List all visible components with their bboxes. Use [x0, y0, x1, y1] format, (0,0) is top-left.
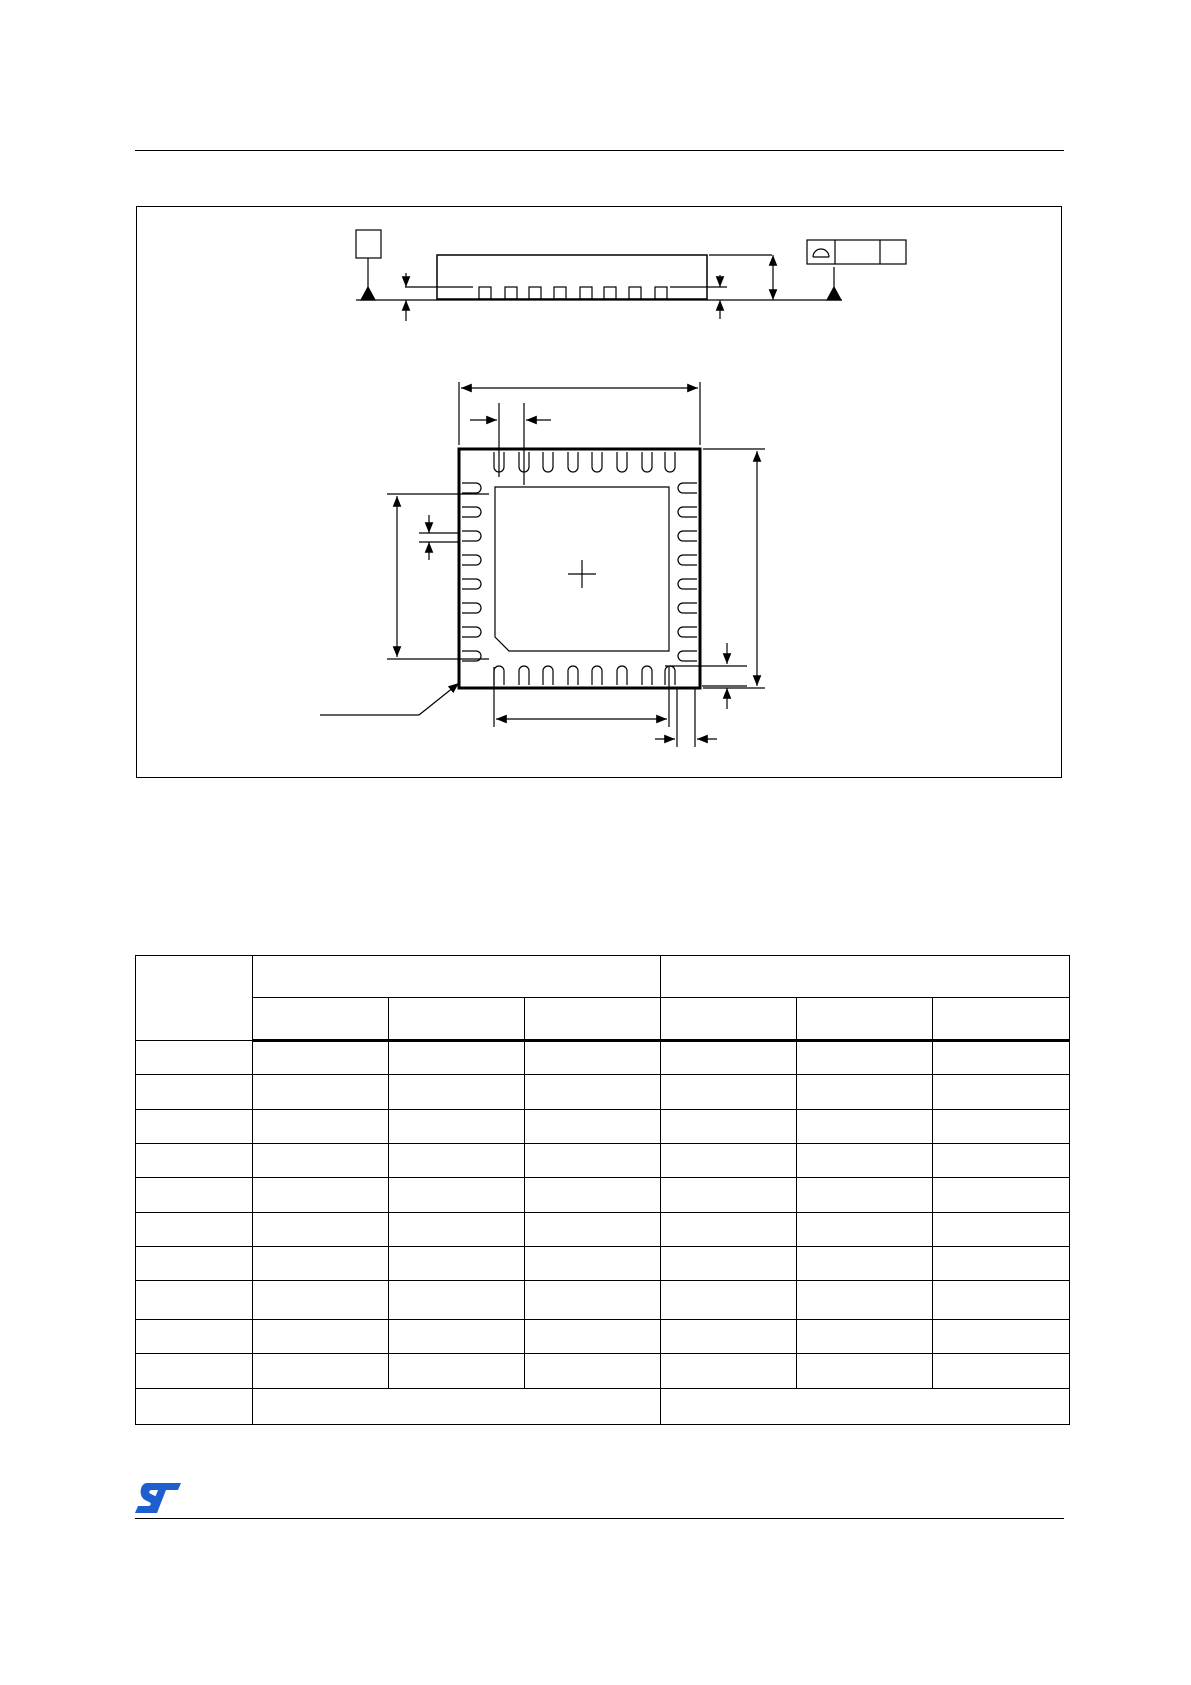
table-cell [253, 1354, 389, 1388]
table-row [136, 1281, 1070, 1319]
table-cell [136, 1247, 253, 1281]
table-cell [933, 1354, 1070, 1388]
table-cell [933, 1319, 1070, 1353]
table-cell [525, 1319, 661, 1353]
table-cell [525, 1212, 661, 1246]
table-cell [661, 1143, 797, 1177]
profile-of-surface-icon [813, 249, 829, 257]
header-group-2 [661, 956, 1070, 998]
top-view [320, 382, 765, 747]
table-cell [797, 1143, 933, 1177]
header-dim-cell [136, 956, 253, 1041]
table-cell [661, 1178, 797, 1212]
subheader-cell [389, 998, 525, 1040]
table-cell [797, 1040, 933, 1074]
table-cell [389, 1040, 525, 1074]
side-leads [479, 287, 667, 299]
table-cell [525, 1040, 661, 1074]
table-cell [661, 1212, 797, 1246]
table-cell [661, 1075, 797, 1109]
table-cell [136, 1388, 253, 1424]
table-cell [136, 1075, 253, 1109]
table-cell [253, 1281, 389, 1319]
table-merged-cell [253, 1388, 661, 1424]
table-cell [797, 1075, 933, 1109]
datum-box [356, 230, 381, 258]
table-cell [933, 1178, 1070, 1212]
table-cell [389, 1143, 525, 1177]
table-subheader-row [136, 998, 1070, 1040]
table-cell [389, 1109, 525, 1143]
table-cell [525, 1143, 661, 1177]
table-cell [253, 1109, 389, 1143]
table-cell [661, 1109, 797, 1143]
table-cell [389, 1178, 525, 1212]
table-cell [933, 1143, 1070, 1177]
datum-triangle-right-icon [827, 287, 841, 300]
table-cell [389, 1319, 525, 1353]
table-cell [136, 1281, 253, 1319]
package-drawing [137, 207, 1063, 779]
subheader-cell [661, 998, 797, 1040]
table-row [136, 1354, 1070, 1388]
bottom-pins [494, 666, 675, 685]
table-cell [253, 1319, 389, 1353]
table-cell [525, 1178, 661, 1212]
table-merged-cell [661, 1388, 1070, 1424]
mechanical-data-table [135, 955, 1070, 1425]
table-cell [661, 1281, 797, 1319]
table-row [136, 1075, 1070, 1109]
subheader-cell [797, 998, 933, 1040]
table-cell [525, 1247, 661, 1281]
table-cell [253, 1178, 389, 1212]
top-pins [494, 452, 675, 472]
table-row [136, 1178, 1070, 1212]
table-row-last [136, 1388, 1070, 1424]
table-cell [253, 1040, 389, 1074]
table-cell [661, 1319, 797, 1353]
table-cell [661, 1040, 797, 1074]
table-cell [661, 1247, 797, 1281]
left-pins [462, 483, 481, 661]
table-cell [389, 1212, 525, 1246]
right-pins [678, 483, 697, 661]
table-cell [136, 1354, 253, 1388]
table-cell [525, 1075, 661, 1109]
header-rule [135, 150, 1064, 151]
table-header-row [136, 956, 1070, 998]
table-cell [136, 1212, 253, 1246]
table-cell [933, 1281, 1070, 1319]
footer-rule [135, 1518, 1064, 1519]
table-cell [933, 1247, 1070, 1281]
table-cell [797, 1109, 933, 1143]
table-cell [933, 1212, 1070, 1246]
table-cell [661, 1354, 797, 1388]
table-cell [136, 1109, 253, 1143]
table-cell [933, 1109, 1070, 1143]
table-cell [797, 1247, 933, 1281]
table-cell [389, 1247, 525, 1281]
table-cell [136, 1178, 253, 1212]
datum-triangle-icon [361, 287, 375, 300]
table-cell [136, 1319, 253, 1353]
table-cell [253, 1075, 389, 1109]
table-cell [933, 1040, 1070, 1074]
table-row [136, 1247, 1070, 1281]
table-cell [525, 1281, 661, 1319]
table-row [136, 1319, 1070, 1353]
table-cell [525, 1109, 661, 1143]
subheader-cell [253, 998, 389, 1040]
table-cell [136, 1143, 253, 1177]
table-row [136, 1143, 1070, 1177]
table-cell [253, 1212, 389, 1246]
package-outline-figure [136, 206, 1062, 778]
table-cell [797, 1212, 933, 1246]
table-cell [389, 1281, 525, 1319]
table-cell [253, 1247, 389, 1281]
table-cell [797, 1178, 933, 1212]
table-cell [136, 1040, 253, 1074]
subheader-cell [933, 998, 1070, 1040]
table-cell [253, 1143, 389, 1177]
table-cell [389, 1354, 525, 1388]
table-cell [389, 1075, 525, 1109]
table-row [136, 1040, 1070, 1074]
table-row [136, 1109, 1070, 1143]
tolerance-frame [807, 240, 906, 264]
table-cell [933, 1075, 1070, 1109]
side-view [356, 230, 906, 321]
table-cell [525, 1354, 661, 1388]
table-cell [797, 1354, 933, 1388]
st-logo-icon [133, 1481, 183, 1515]
subheader-cell [525, 998, 661, 1040]
table-row [136, 1212, 1070, 1246]
header-group-1 [253, 956, 661, 998]
table-cell [797, 1319, 933, 1353]
table-cell [797, 1281, 933, 1319]
